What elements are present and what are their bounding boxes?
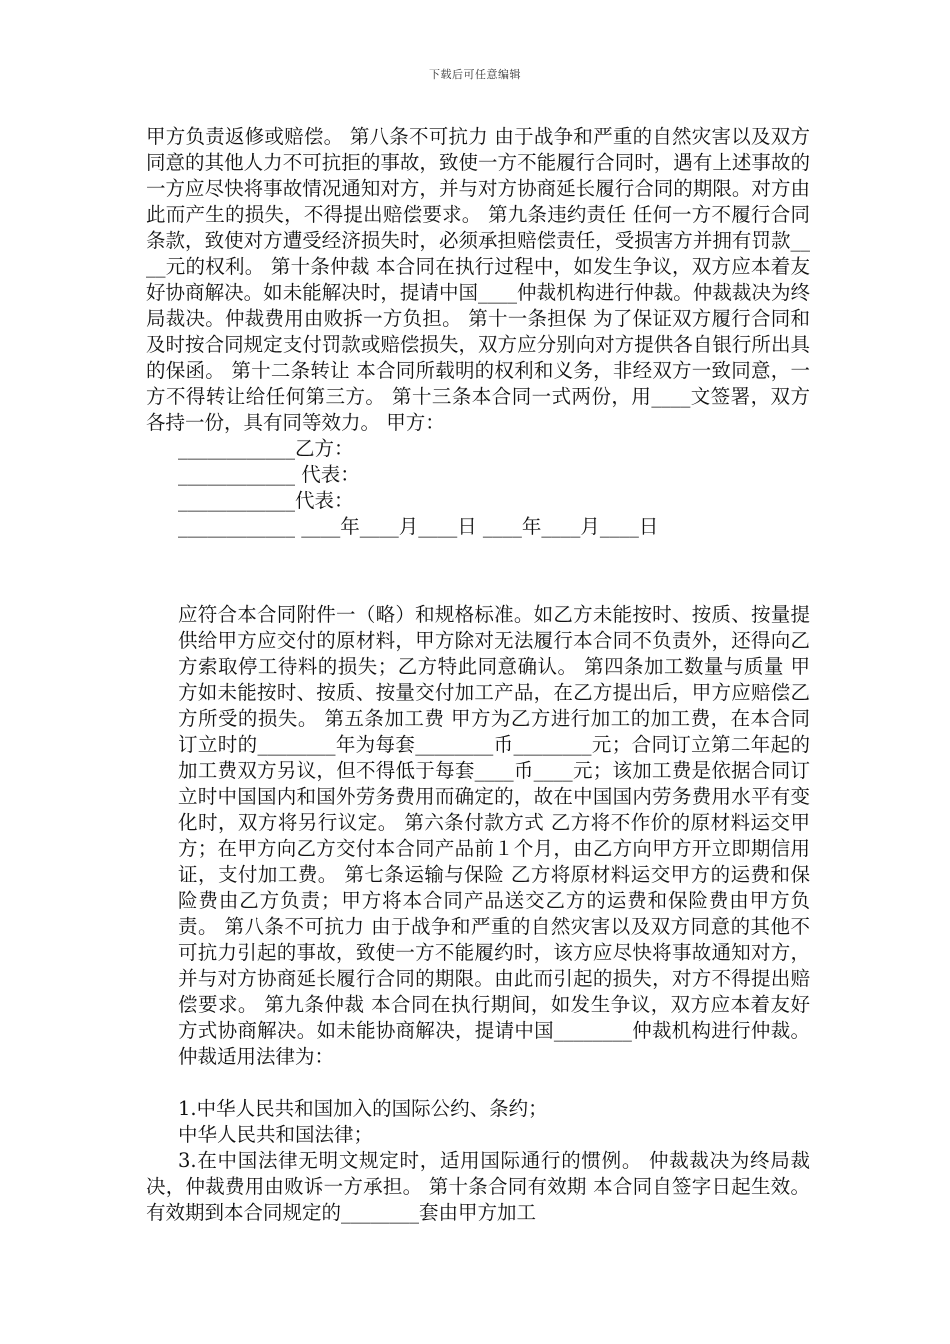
signature-line-party-b: ____________乙方： bbox=[178, 437, 354, 460]
page-header: 下载后可任意编辑 bbox=[429, 68, 521, 81]
law-list-item-3: 3.在中国法律无明文规定时，适用国际通行的惯例。 仲裁裁决为终局裁决，仲裁费用由败诉一方承担。 第十条合同有效期 本合同自签字日起生效。有效期到本合同规定的________套由甲方加工 bbox=[146, 1149, 810, 1224]
contract-section-upper bbox=[146, 124, 810, 540]
contract-paragraph: 应符合本合同附件一（略）和规格标准。如乙方未能按时、按质、按量提供给甲方应交付的原材料，甲方除对无法履行本合同不负责外，还得向乙方索取停工待料的损失；乙方特此同意确认。 第四条加工数量与质量 甲方如未能按时、按质、按量交付加工产品，在乙方提出后，甲方应赔偿乙方所受的损失。 第五条加工费 甲方为乙方进行加工的加工费，在本合同订立时的________年为每套________币________元；合同订立第二年起的加工费双方另议，但不得低于每套____币____元；该加工费是依据合同订立时中国国内和国外劳务费用而确定的，故在中国国内劳务费用水平有变化时，双方将另行议定。 第六条付款方式 乙方将不作价的原材料运交甲方；在甲方向乙方交付本合同产品前１个月，由乙方向甲方开立即期信用证，支付加工费。 第七条运输与保险 乙方将原材料运交甲方的运费和保险费由乙方负责；甲方将本合同产品送交乙方的运费和保险费由甲方负责。 第八条不可抗力 由于战争和严重的自然灾害以及双方同意的其他不可抗力引起的事故，致使一方不能履约时，该方应尽快将事故通知对方，并与对方协商延长履行合同的期限。由此而引起的损失，对方不得提出赔偿要求。 第九条仲裁 本合同在执行期间，如发生争议，双方应本着友好方式协商解决。如未能协商解决，提请中国________仲裁机构进行仲裁。仲裁适用法律为： bbox=[178, 603, 810, 1068]
contract-section-lower bbox=[146, 602, 810, 1226]
law-list-item-1: 1.中华人民共和国加入的国际公约、条约； bbox=[178, 1097, 548, 1120]
paragraph-spacer bbox=[146, 1070, 810, 1096]
law-list-item-2: 中华人民共和国法律； bbox=[178, 1123, 374, 1146]
contract-paragraph: 甲方负责返修或赔偿。 第八条不可抗力 由于战争和严重的自然灾害以及双方同意的其他人力不可抗拒的事故，致使一方不能履行合同时，遇有上述事故的一方应尽快将事故情况通知对方，并与对方协商延长履行合同的期限。对方由此而产生的损失，不得提出赔偿要求。 第九条违约责任 任何一方不履行合同条款，致使对方遭受经济损失时，必须承担赔偿责任，受损害方并拥有罚款____元的权利。 第十条仲裁 本合同在执行过程中，如发生争议，双方应本着友好协商解决。如未能解决时，提请中国____仲裁机构进行仲裁。仲裁裁决为终局裁决。仲裁费用由败拆一方负担。 第十一条担保 为了保证双方履行合同和及时按合同规定支付罚款或赔偿损失，双方应分别向对方提供各自银行所出具的保函。 第十二条转让 本合同所载明的权利和义务，非经双方一致同意，一方不得转让给任何第三方。 第十三条本合同一式两份，用____文签署，双方各持一份，具有同等效力。 甲方： bbox=[146, 125, 810, 434]
signature-line-representative-a: ____________ 代表： bbox=[178, 463, 360, 486]
signature-date-line: ____________ ____年____月____日 ____年____月____日 bbox=[178, 515, 659, 538]
signature-line-representative-b: ____________代表： bbox=[178, 489, 354, 512]
